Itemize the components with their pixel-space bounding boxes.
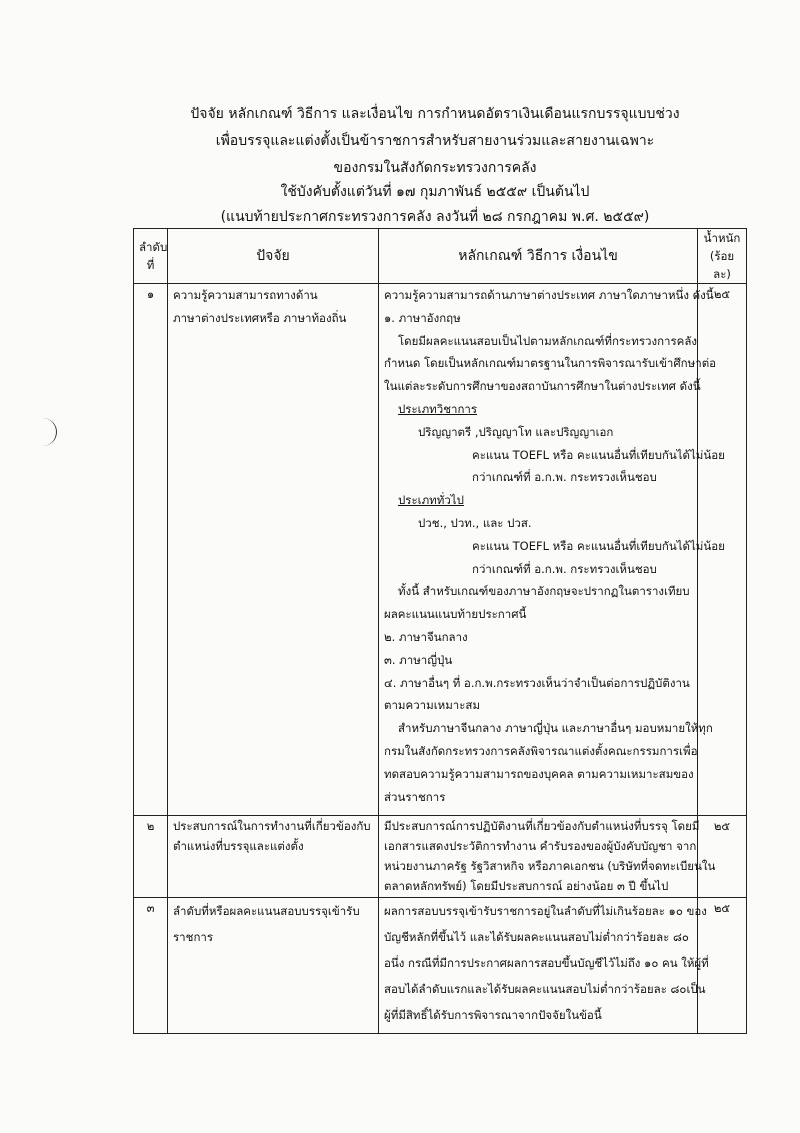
text-line: ประเภททั่วไป xyxy=(398,493,464,508)
text-line: กว่าเกณฑ์ที่ อ.ก.พ. กระทรวงเห็นชอบ xyxy=(472,470,657,485)
table-row xyxy=(134,898,747,1034)
header-criteria: หลักเกณฑ์ วิธีการ เงื่อนไข xyxy=(379,229,698,284)
text-line: อนึ่ง กรณีที่มีการประกาศผลการสอบขึ้นบัญชีไว้ไม่ถึง ๑๐ คน ให้ผู้ที่ xyxy=(384,956,709,970)
text-line: ทั้งนี้ สำหรับเกณฑ์ของภาษาอังกฤษจะปรากฏในตารางเทียบ xyxy=(398,584,690,599)
text-line: ผู้ที่มีสิทธิ์ได้รับการพิจารณาจากปัจจัยในข้อนี้ xyxy=(384,1008,602,1022)
criteria-table xyxy=(133,228,747,1034)
text-line: ตลาดหลักทรัพย์) โดยมีประสบการณ์ อย่างน้อย ๓ ปี ขึ้นไป xyxy=(384,879,669,893)
text-line: ลำดับ xyxy=(139,240,168,254)
text-line: เอกสารแสดงประวัติการทำงาน คำรับรองของผู้บังคับบัญชา จาก xyxy=(384,839,697,853)
text-line: สำหรับภาษาจีนกลาง ภาษาญี่ปุ่น และภาษาอื่นๆ มอบหมายให้ทุก xyxy=(398,721,713,736)
title-line-5: (แนบท้ายประกาศกระทรวงการคลัง ลงวันที่ ๒๘ กรกฎาคม พ.ศ. ๒๕๕๙) xyxy=(220,209,650,225)
text-line: หน่วยงานภาครัฐ รัฐวิสาหกิจ หรือภาคเอกชน (บริษัทที่จดทะเบียนใน xyxy=(384,859,716,873)
text-line: ผลการสอบบรรจุเข้ารับราชการอยู่ในลำดับที่ไม่เกินร้อยละ ๑๐ ของ xyxy=(384,904,707,918)
text-line: ประเภทวิชาการ xyxy=(398,401,478,416)
title-line-3: ของกรมในสังกัดกระทรวงการคลัง xyxy=(333,160,537,176)
row-weight: ๒๕ xyxy=(698,898,747,1034)
header-no xyxy=(134,229,168,284)
text-line: ความรู้ความสามารถด้านภาษาต่างประเทศ ภาษาใดภาษาหนึ่ง ดังนี้ xyxy=(384,288,714,302)
text-line: มีประสบการณ์การปฏิบัติงานที่เกี่ยวข้องกับตำแหน่งที่บรรจุ โดยมี xyxy=(384,819,700,833)
text-line: กำหนด โดยเป็นหลักเกณฑ์มาตรฐานในการพิจารณารับเข้าศึกษาต่อ xyxy=(384,356,717,371)
text-line: กว่าเกณฑ์ที่ อ.ก.พ. กระทรวงเห็นชอบ xyxy=(472,561,657,576)
text-line: ๔. ภาษาอื่นๆ ที่ อ.ก.พ.กระทรวงเห็นว่าจำเป็นต่อการปฏิบัติงาน xyxy=(384,675,690,690)
row-factor xyxy=(168,816,379,898)
title-line-2: เพื่อบรรจุและแต่งตั้งเป็นข้าราชการสำหรับสายงานร่วมและสายงานเฉพาะ xyxy=(215,133,655,149)
text-line: น้ำหนัก xyxy=(703,231,741,245)
text-line: ๑. ภาษาอังกฤษ xyxy=(384,310,461,325)
header-weight xyxy=(698,229,747,284)
text-line: ทดสอบความรู้ความสามารถของบุคคล ตามความเหมาะสมของ xyxy=(384,766,694,781)
table-header-row xyxy=(134,229,747,284)
text-line: สอบได้ลำดับแรกและได้รับผลคะแนนสอบไม่ต่ำกว่าร้อยละ ๘๐เป็น xyxy=(384,982,706,996)
row-weight: ๒๕ xyxy=(698,284,747,816)
text-line: ตำแหน่งที่บรรจุและแต่งตั้ง xyxy=(173,839,304,853)
text-line: โดยมีผลคะแนนสอบเป็นไปตามหลักเกณฑ์ที่กระทรวงการคลัง xyxy=(398,333,698,348)
text-line: บัญชีหลักที่ขึ้นไว้ และได้รับผลคะแนนสอบไม่ต่ำกว่าร้อยละ ๘๐ xyxy=(384,930,689,944)
text-line: ๒. ภาษาจีนกลาง xyxy=(384,629,468,644)
row-weight: ๒๕ xyxy=(698,816,747,898)
row-factor xyxy=(168,898,379,1034)
table-row xyxy=(134,284,747,816)
title-line-4: ใช้บังคับตั้งแต่วันที่ ๑๗ กุมภาพันธ์ ๒๕๕๙ เป็นต้นไป xyxy=(280,184,590,200)
row-criteria xyxy=(379,898,709,1034)
title-line-1: ปัจจัย หลักเกณฑ์ วิธีการ และเงื่อนไข การกำหนดอัตราเงินเดือนแรกบรรจุแบบช่วง xyxy=(190,106,680,122)
row-criteria xyxy=(379,816,716,898)
text-line: ที่ xyxy=(146,258,155,272)
row-number: ๑ xyxy=(134,284,168,816)
text-line: ผลคะแนนแนบท้ายประกาศนี้ xyxy=(384,607,527,622)
header-factor: ปัจจัย xyxy=(168,229,379,284)
text-line: ๓. ภาษาญี่ปุ่น xyxy=(384,652,453,667)
table-row xyxy=(134,816,747,898)
text-line: ประสบการณ์ในการทำงานที่เกี่ยวข้องกับ xyxy=(173,819,371,833)
text-line: คะแนน TOEFL หรือ คะแนนอื่นที่เทียบกันได้ไม่น้อย xyxy=(472,447,725,462)
text-line: ส่วนราชการ xyxy=(384,789,446,804)
text-line: คะแนน TOEFL หรือ คะแนนอื่นที่เทียบกันได้ไม่น้อย xyxy=(472,538,725,553)
text-line: ราชการ xyxy=(173,930,214,944)
text-line: ในแต่ละระดับการศึกษาของสถาบันการศึกษาในต่างประเทศ ดังนี้ xyxy=(384,379,701,394)
text-line: ความรู้ความสามารถทางด้าน xyxy=(173,288,318,302)
text-line: ปริญญาตรี ,ปริญญาโท และปริญญาเอก xyxy=(418,424,614,439)
text-line: ปวช., ปวท., และ ปวส. xyxy=(418,515,532,530)
text-line: ตามความเหมาะสม xyxy=(384,698,481,713)
row-number: ๓ xyxy=(134,898,168,1034)
row-number: ๒ xyxy=(134,816,168,898)
text-line: ภาษาต่างประเทศหรือ ภาษาท้องถิ่น xyxy=(173,310,347,325)
scan-margin-mark xyxy=(38,418,57,446)
row-factor xyxy=(168,284,379,816)
text-line: กรมในสังกัดกระทรวงการคลังพิจารณาแต่งตั้งคณะกรรมการเพื่อ xyxy=(384,743,698,758)
text-line: ลำดับที่หรือผลคะแนนสอบบรรจุเข้ารับ xyxy=(173,904,360,918)
text-line: (ร้อยละ) xyxy=(709,249,735,281)
